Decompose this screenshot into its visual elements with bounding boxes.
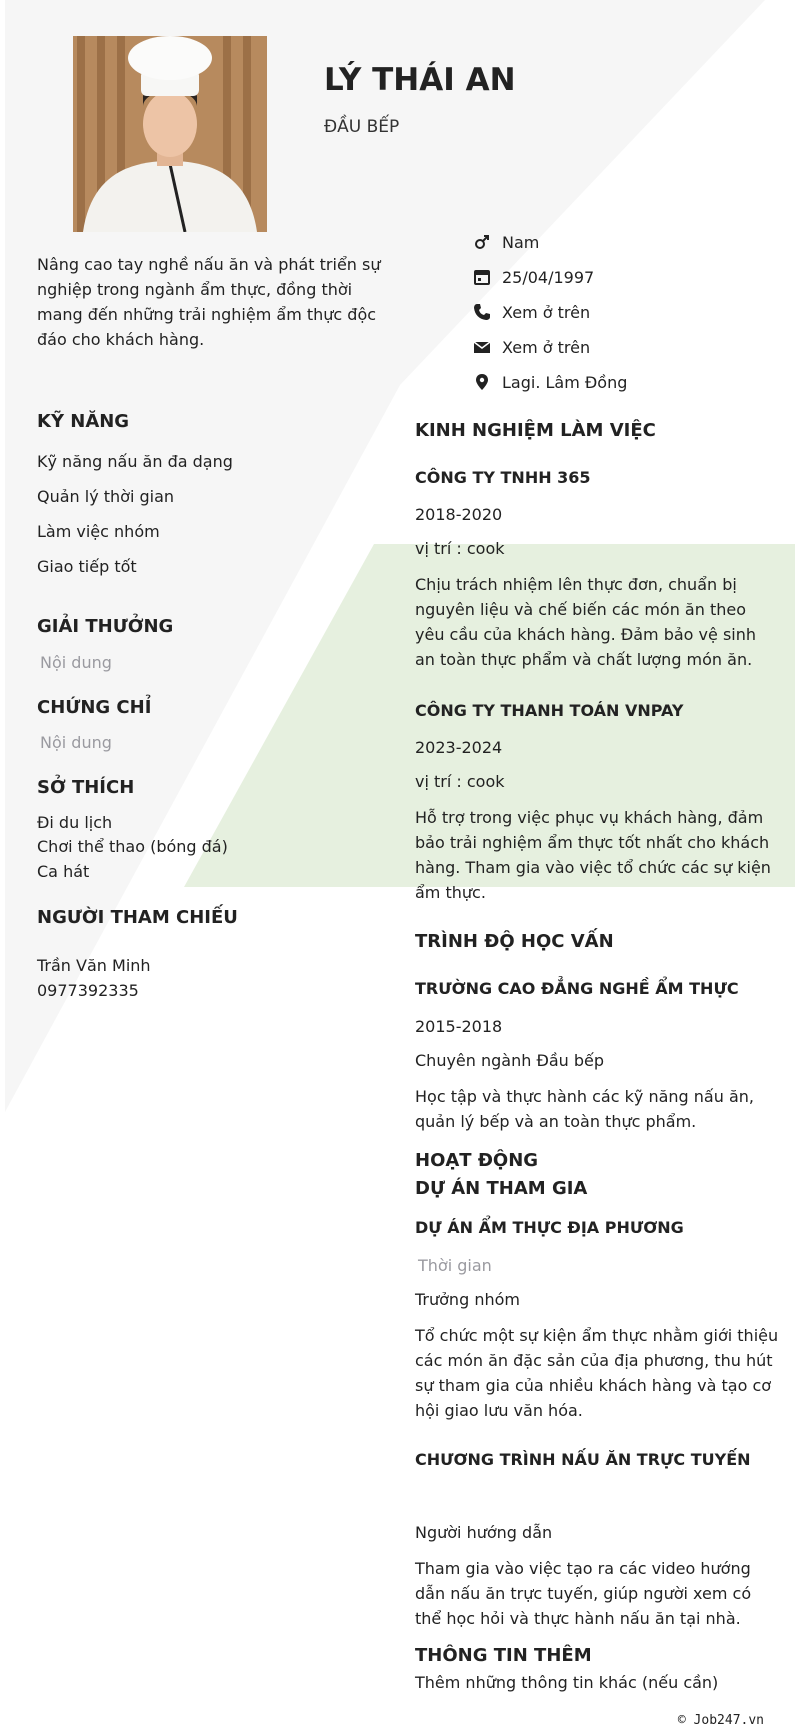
info-address — [472, 372, 627, 392]
reference-phone: 0977392335 — [37, 981, 139, 1000]
info-email — [472, 337, 590, 357]
job-description: Hỗ trợ trong việc phục vụ khách hàng, đảm bảo trải nghiệm ẩm thực tốt nhất cho khách hàng. Tham gia vào việc tổ chức các sự kiện ẩm thực. — [415, 808, 771, 902]
footer-copyright: © Job247.vn — [677, 1713, 764, 1728]
profile-photo — [73, 36, 267, 232]
project-role: Người hướng dẫn — [415, 1523, 553, 1542]
address-value: Lagi. Lâm Đồng — [502, 372, 628, 392]
projects-heading: DỰ ÁN THAM GIA — [415, 1178, 588, 1199]
hobby-item: Đi du lịch — [37, 813, 113, 832]
job-position: vị trí : cook — [415, 539, 505, 558]
job-position: vị trí : cook — [415, 772, 505, 791]
education-heading: TRÌNH ĐỘ HỌC VẤN — [415, 931, 614, 952]
candidate-name: LÝ THÁI AN — [324, 62, 516, 98]
career-objective: Nâng cao tay nghề nấu ăn và phát triển sự nghiệp trong ngành ẩm thực, đồng thời mang đến những trải nghiệm ẩm thực độc đáo cho khách hàng. — [37, 255, 381, 349]
project-name: DỰ ÁN ẨM THỰC ĐỊA PHƯƠNG — [415, 1218, 684, 1237]
skill-item: Quản lý thời gian — [37, 487, 175, 506]
hobbies-heading: SỞ THÍCH — [37, 777, 135, 798]
gender-value: Nam — [502, 232, 540, 252]
additional-text: Thêm những thông tin khác (nếu cần) — [415, 1673, 719, 1692]
email-value: Xem ở trên — [502, 337, 591, 357]
project-role: Trưởng nhóm — [415, 1290, 520, 1309]
project-time-placeholder: Thời gian — [418, 1256, 492, 1275]
hobby-item: Ca hát — [37, 862, 90, 881]
activities-heading: HOẠT ĐỘNG — [415, 1150, 539, 1171]
skill-item: Giao tiếp tốt — [37, 557, 137, 576]
calendar-icon — [472, 267, 492, 287]
mail-icon — [472, 337, 492, 357]
project-name: CHƯƠNG TRÌNH NẤU ĂN TRỰC TUYẾN — [415, 1450, 751, 1469]
job-description: Chịu trách nhiệm lên thực đơn, chuẩn bị nguyên liệu và chế biến các món ăn theo yêu cầu của khách hàng. Đảm bảo vệ sinh an toàn thực phẩm và chất lượng món ăn. — [415, 575, 757, 669]
gender-icon — [472, 232, 492, 252]
skills-heading: KỸ NĂNG — [37, 411, 130, 432]
info-gender — [472, 232, 539, 252]
experience-heading: KINH NGHIỆM LÀM VIỆC — [415, 420, 656, 441]
info-phone — [472, 302, 590, 322]
project-description: Tham gia vào việc tạo ra các video hướng dẫn nấu ăn trực tuyến, giúp người xem có thể học hỏi và thực hành nấu ăn tại nhà. — [415, 1559, 752, 1628]
certificates-placeholder: Nội dung — [40, 733, 112, 752]
hobby-item: Chơi thể thao (bóng đá) — [37, 837, 228, 856]
job-company: CÔNG TY TNHH 365 — [415, 468, 591, 487]
project-description: Tổ chức một sự kiện ẩm thực nhằm giới thiệu các món ăn đặc sản của địa phương, thu hút sự tham gia của nhiều khách hàng và tạo cơ hội giao lưu văn hóa. — [415, 1326, 779, 1420]
education-school: TRƯỜNG CAO ĐẲNG NGHỀ ẨM THỰC — [415, 979, 739, 998]
job-title: ĐẦU BẾP — [324, 117, 400, 137]
awards-heading: GIẢI THƯỞNG — [37, 616, 174, 637]
phone-value: Xem ở trên — [502, 302, 591, 322]
education-description: Học tập và thực hành các kỹ năng nấu ăn, quản lý bếp và an toàn thực phẩm. — [415, 1087, 754, 1131]
reference-name: Trần Văn Minh — [37, 956, 151, 975]
job-period: 2018-2020 — [415, 505, 503, 524]
education-period: 2015-2018 — [415, 1017, 503, 1036]
info-birthday — [472, 267, 594, 287]
education-major: Chuyên ngành Đầu bếp — [415, 1051, 605, 1070]
awards-placeholder: Nội dung — [40, 653, 112, 672]
phone-icon — [472, 302, 492, 322]
birthday-value: 25/04/1997 — [502, 267, 595, 287]
skill-item: Làm việc nhóm — [37, 522, 160, 541]
job-company: CÔNG TY THANH TOÁN VNPAY — [415, 701, 684, 720]
additional-heading: THÔNG TIN THÊM — [415, 1645, 592, 1666]
certificates-heading: CHỨNG CHỈ — [37, 697, 152, 718]
references-heading: NGƯỜI THAM CHIẾU — [37, 907, 238, 928]
skill-item: Kỹ năng nấu ăn đa dạng — [37, 452, 233, 471]
job-period: 2023-2024 — [415, 738, 503, 757]
location-pin-icon — [472, 372, 492, 392]
